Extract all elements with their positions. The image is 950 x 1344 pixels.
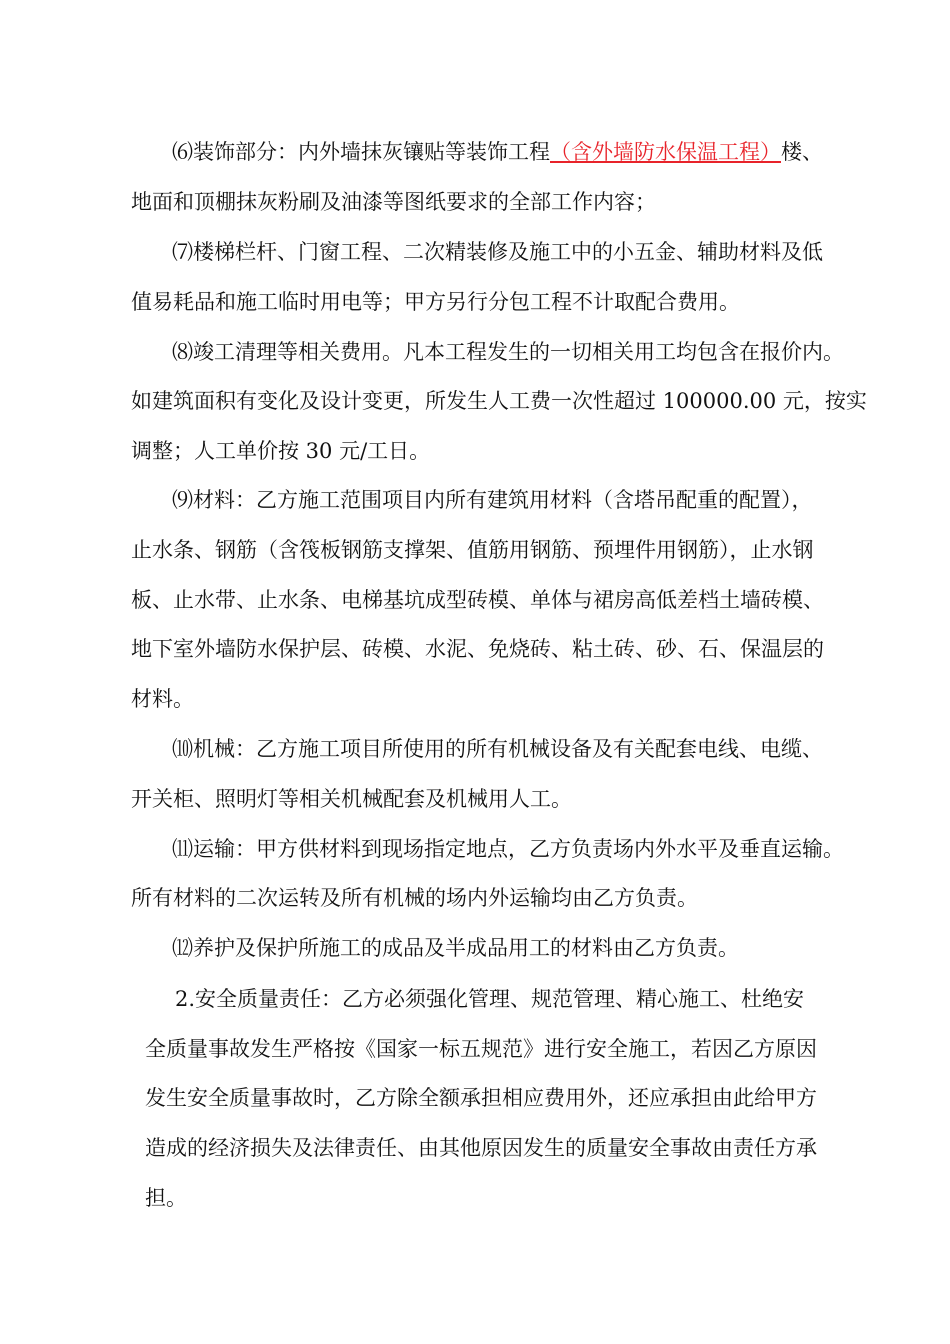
item10-line1: ⑽机械：乙方施工项目所使用的所有机械设备及有关配套电线、电缆、 [172, 737, 823, 761]
section2-line5: 担。 [145, 1186, 187, 1210]
item11-line2: 所有材料的二次运转及所有机械的场内外运输均由乙方负责。 [131, 886, 698, 910]
item6-text-b: 楼、 [781, 140, 823, 164]
item7-line1: ⑺楼梯栏杆、门窗工程、二次精装修及施工中的小五金、辅助材料及低 [172, 240, 823, 264]
item7-line2: 值易耗品和施工临时用电等；甲方另行分包工程不计取配合费用。 [131, 290, 740, 314]
item6-highlight-text: （含外墙防水保温工程） [550, 140, 781, 164]
item11-line1: ⑾运输：甲方供材料到现场指定地点，乙方负责场内外水平及垂直运输。 [172, 837, 844, 861]
item9-line2: 止水条、钢筋（含筏板钢筋支撑架、值筋用钢筋、预埋件用钢筋），止水钢 [131, 538, 814, 562]
item9-line4: 地下室外墙防水保护层、砖模、水泥、免烧砖、粘土砖、砂、石、保温层的 [131, 637, 824, 661]
item6-line1 [172, 137, 823, 167]
item8-line3: 调整；人工单价按 30 元/工日。 [131, 439, 431, 463]
item10-line2: 开关柜、照明灯等相关机械配套及机械用人工。 [131, 787, 572, 811]
item9-line5: 材料。 [131, 687, 194, 711]
section2-line2: 全质量事故发生严格按《国家一标五规范》进行安全施工，若因乙方原因 [145, 1037, 817, 1061]
item9-line1: ⑼材料：乙方施工范围项目内所有建筑用材料（含塔吊配重的配置）， [172, 488, 813, 512]
item6-line2: 地面和顶棚抹灰粉刷及油漆等图纸要求的全部工作内容； [131, 190, 656, 214]
section2-line1: 2.安全质量责任：乙方必须强化管理、规范管理、精心施工、杜绝安 [175, 987, 805, 1011]
section2-line4: 造成的经济损失及法律责任、由其他原因发生的质量安全事故由责任方承 [145, 1136, 817, 1160]
item12-line1: ⑿养护及保护所施工的成品及半成品用工的材料由乙方负责。 [172, 936, 739, 960]
item9-line3: 板、止水带、止水条、电梯基坑成型砖模、单体与裙房高低差档土墙砖模、 [131, 588, 824, 612]
item6-text-a: ⑹装饰部分：内外墙抹灰镶贴等装饰工程 [172, 140, 550, 164]
item8-line1: ⑻竣工清理等相关费用。凡本工程发生的一切相关用工均包含在报价内。 [172, 340, 844, 364]
item8-line2: 如建筑面积有变化及设计变更，所发生人工费一次性超过 100000.00 元，按实 [131, 389, 867, 413]
section2-line3: 发生安全质量事故时，乙方除全额承担相应费用外，还应承担由此给甲方 [145, 1086, 817, 1110]
